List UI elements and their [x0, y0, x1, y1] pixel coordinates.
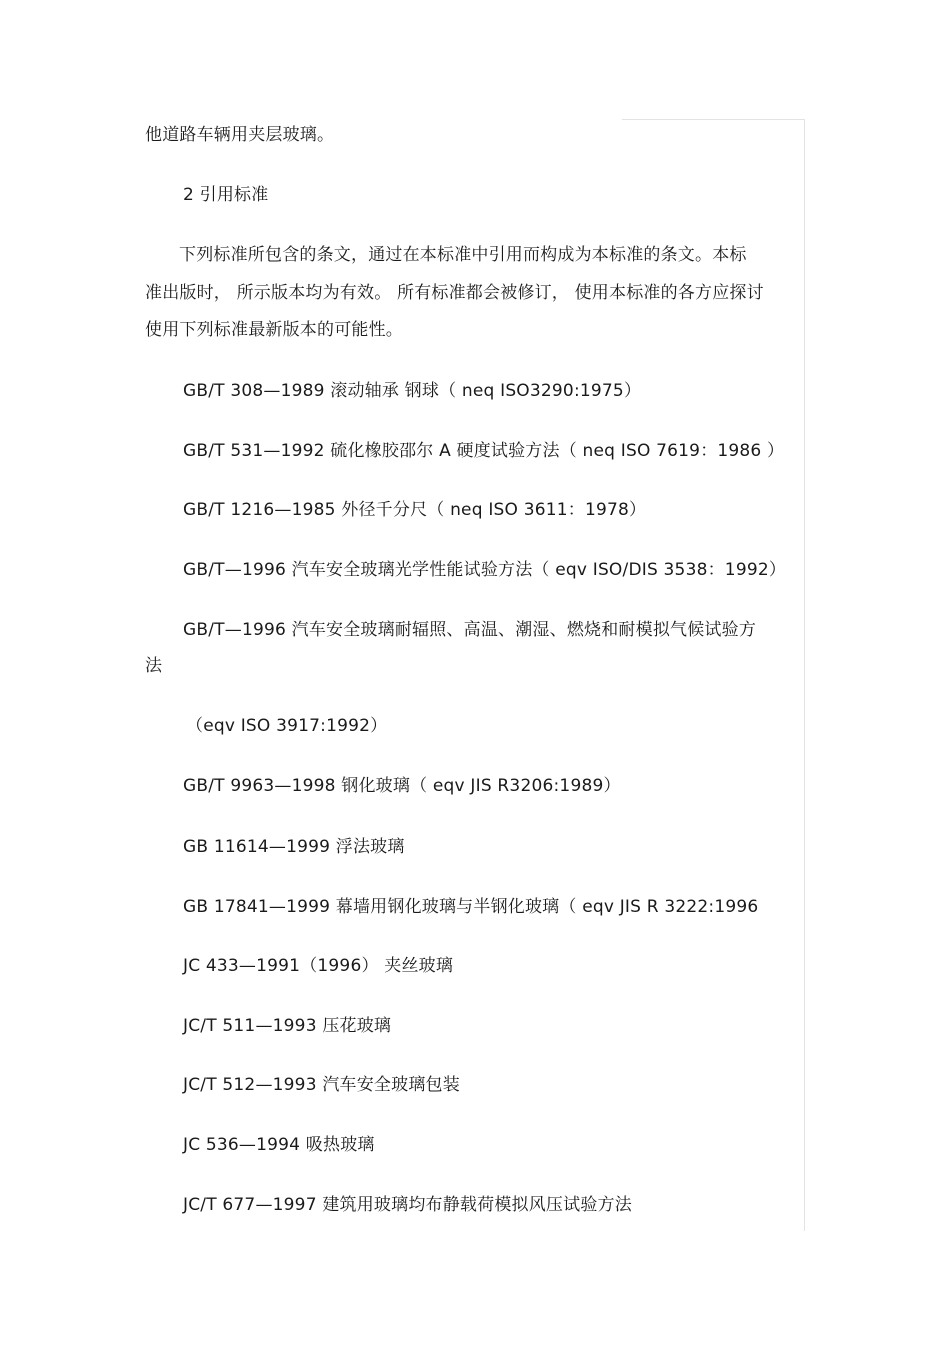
reference-line: JC 433—1991（1996） 夹丝玻璃 [183, 956, 454, 976]
paragraph-line-2: 准出版时， 所示版本均为有效。 所有标准都会被修订， 使用本标准的各方应探讨 [145, 283, 764, 303]
reference-line: GB 11614—1999 浮法玻璃 [183, 837, 405, 857]
intro-continuation: 他道路车辆用夹层玻璃。 [145, 125, 335, 145]
reference-line: GB/T 1216—1985 外径千分尺（ neq ISO 3611：1978） [183, 500, 647, 520]
reference-line: JC/T 512—1993 汽车安全玻璃包装 [183, 1075, 460, 1095]
reference-line: GB/T—1996 汽车安全玻璃光学性能试验方法（ eqv ISO/DIS 3538：1992） [183, 560, 787, 580]
reference-line: GB 17841—1999 幕墙用钢化玻璃与半钢化玻璃（ eqv JIS R 3222:1996 [183, 897, 759, 917]
reference-line: GB/T 9963—1998 钢化玻璃（ eqv JIS R3206:1989） [183, 776, 621, 796]
reference-line: （eqv ISO 3917:1992） [186, 716, 388, 736]
reference-line: GB/T 308—1989 滚动轴承 钢球（ neq ISO3290:1975） [183, 381, 642, 401]
reference-line: JC/T 677—1997 建筑用玻璃均布静载荷模拟风压试验方法 [183, 1195, 632, 1215]
paragraph-line-1: 下列标准所包含的条文，通过在本标准中引用而构成为本标准的条文。本标 [179, 245, 747, 265]
section-heading: 2 引用标准 [183, 185, 269, 205]
page-border-right [804, 119, 805, 1231]
page-border-top [622, 119, 805, 120]
reference-line: GB/T—1996 汽车安全玻璃耐辐照、高温、潮湿、燃烧和耐模拟气候试验方 [183, 620, 757, 640]
reference-line: GB/T 531—1992 硫化橡胶邵尔 A 硬度试验方法（ neq ISO 7619：1986 ） [183, 441, 785, 461]
reference-line: JC 536—1994 吸热玻璃 [183, 1135, 375, 1155]
paragraph-line-3: 使用下列标准最新版本的可能性。 [145, 320, 403, 340]
reference-line-wrap: 法 [145, 656, 163, 676]
reference-line: JC/T 511—1993 压花玻璃 [183, 1016, 392, 1036]
